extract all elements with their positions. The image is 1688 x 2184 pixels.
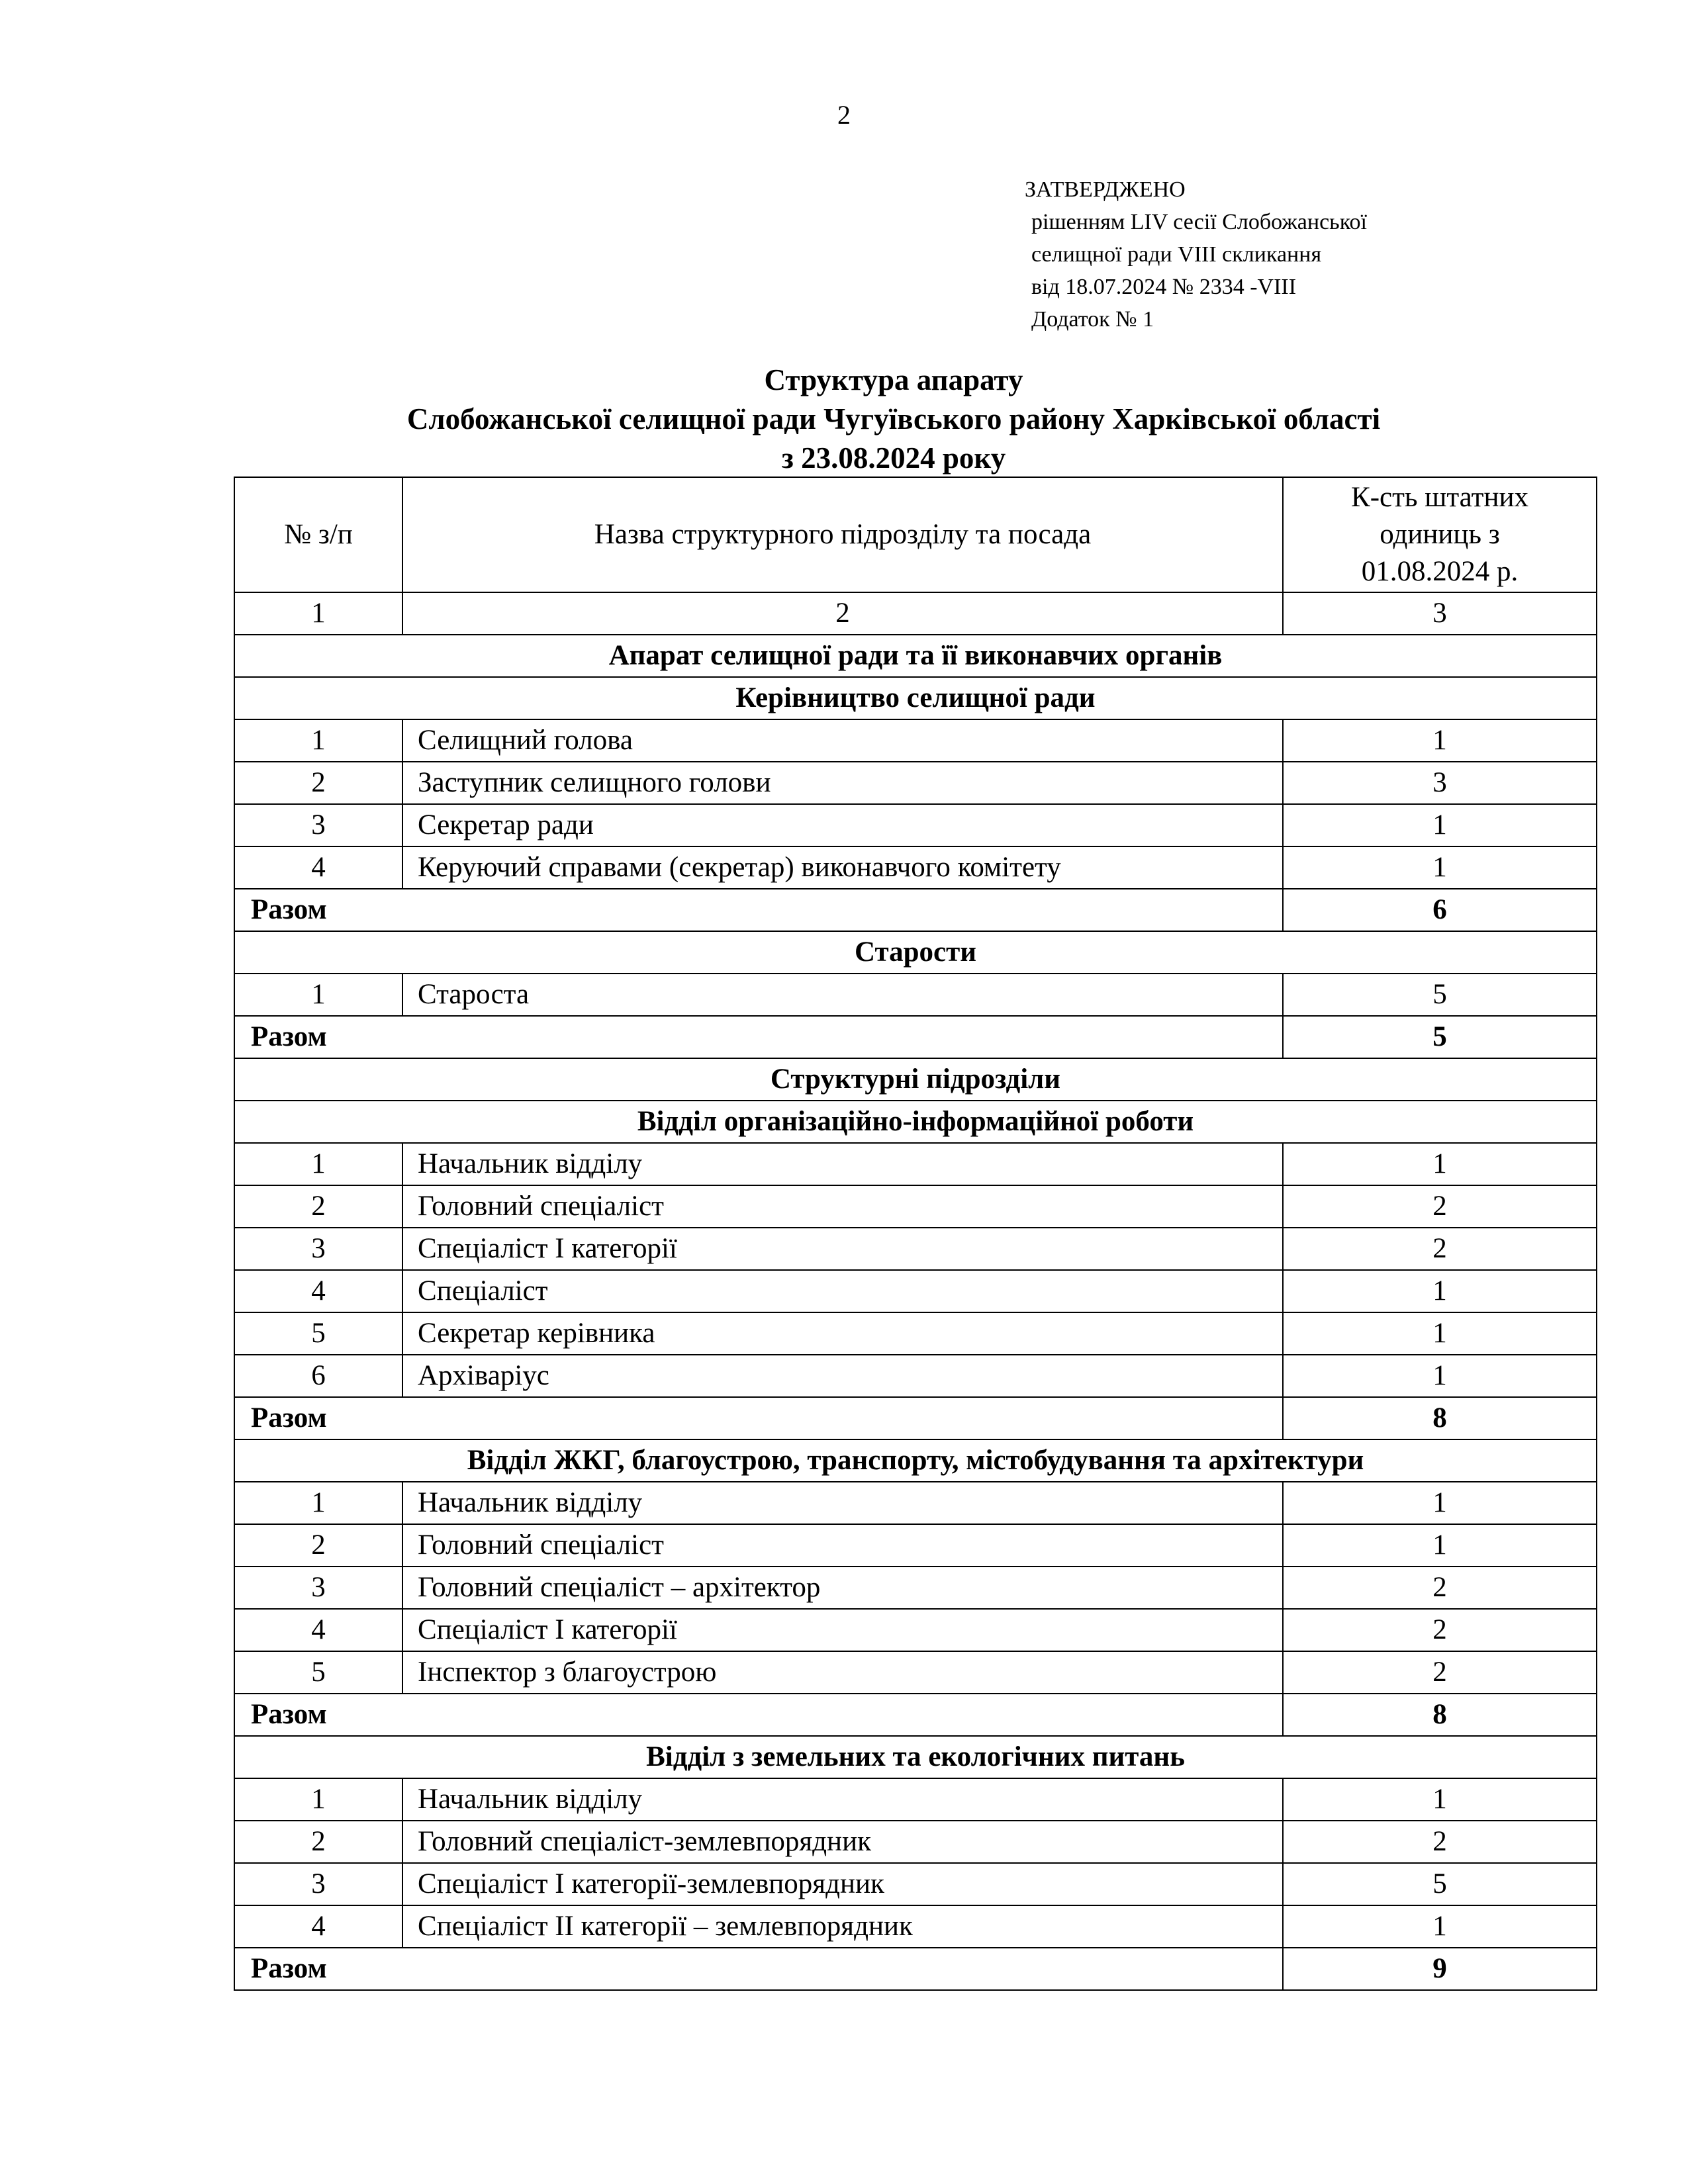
staff-count: 1 xyxy=(1283,1482,1597,1524)
title-line-1: Структура апарату xyxy=(764,363,1023,396)
table-row xyxy=(234,1651,1597,1694)
document-title xyxy=(0,361,1688,478)
total-label: Разом xyxy=(234,889,1283,931)
position-name: Спеціаліст І категорії xyxy=(402,1228,1283,1270)
position-name: Інспектор з благоустрою xyxy=(402,1651,1283,1694)
staff-count: 2 xyxy=(1283,1821,1597,1863)
staff-count: 2 xyxy=(1283,1651,1597,1694)
row-number: 5 xyxy=(234,1651,402,1694)
approval-date-number: від 18.07.2024 № 2334 -VIII xyxy=(1031,275,1297,299)
row-number: 3 xyxy=(234,804,402,846)
approval-decision: рішенням LIV сесії Слобожанської xyxy=(1031,210,1367,234)
position-name: Головний спеціаліст-землевпорядник xyxy=(402,1821,1283,1863)
row-number: 1 xyxy=(234,719,402,762)
table-row xyxy=(234,1185,1597,1228)
staff-count: 1 xyxy=(1283,1143,1597,1185)
section-header-row xyxy=(234,1101,1597,1143)
header-num: № з/п xyxy=(234,477,402,592)
column-number: 3 xyxy=(1283,592,1597,635)
position-name: Головний спеціаліст xyxy=(402,1524,1283,1567)
header-count-line-2: одиниць з xyxy=(1380,519,1500,550)
row-number: 3 xyxy=(234,1228,402,1270)
row-number: 2 xyxy=(234,762,402,804)
row-number: 1 xyxy=(234,1143,402,1185)
staff-count: 2 xyxy=(1283,1609,1597,1651)
staff-structure-table xyxy=(234,477,1597,1991)
position-name: Селищний голова xyxy=(402,719,1283,762)
header-count-line-1: К-сть штатних xyxy=(1351,482,1528,513)
position-name: Головний спеціаліст xyxy=(402,1185,1283,1228)
total-label: Разом xyxy=(234,1397,1283,1439)
total-row xyxy=(234,1948,1597,1990)
section-header-row xyxy=(234,1736,1597,1778)
row-number: 4 xyxy=(234,1609,402,1651)
position-name: Начальник відділу xyxy=(402,1482,1283,1524)
table-row xyxy=(234,1355,1597,1397)
staff-count: 1 xyxy=(1283,1905,1597,1948)
row-number: 2 xyxy=(234,1185,402,1228)
total-row xyxy=(234,1397,1597,1439)
staff-count: 1 xyxy=(1283,1270,1597,1312)
section-title: Відділ організаційно-інформаційної роботи xyxy=(234,1101,1597,1143)
position-name: Спеціаліст xyxy=(402,1270,1283,1312)
position-name: Головний спеціаліст – архітектор xyxy=(402,1567,1283,1609)
position-name: Спеціаліст ІІ категорії – землевпорядник xyxy=(402,1905,1283,1948)
staff-count: 1 xyxy=(1283,1778,1597,1821)
section-header-row xyxy=(234,1058,1597,1101)
approval-stamp xyxy=(1025,173,1367,336)
row-number: 3 xyxy=(234,1863,402,1905)
header-count-line-3: 01.08.2024 р. xyxy=(1361,556,1519,587)
row-number: 4 xyxy=(234,1270,402,1312)
staff-count: 2 xyxy=(1283,1185,1597,1228)
position-name: Спеціаліст І категорії xyxy=(402,1609,1283,1651)
position-name: Заступник селищного голови xyxy=(402,762,1283,804)
staff-count: 2 xyxy=(1283,1567,1597,1609)
position-name: Секретар керівника xyxy=(402,1312,1283,1355)
staff-count: 5 xyxy=(1283,974,1597,1016)
table-row xyxy=(234,1143,1597,1185)
approval-heading: ЗАТВЕРДЖЕНО xyxy=(1025,177,1186,202)
position-name: Керуючий справами (секретар) виконавчого комітету xyxy=(402,846,1283,889)
total-row xyxy=(234,1694,1597,1736)
table-row xyxy=(234,1821,1597,1863)
total-label: Разом xyxy=(234,1948,1283,1990)
title-line-2: Слобожанської селищної ради Чугуївського району Харківської області xyxy=(406,402,1381,435)
table-row xyxy=(234,1609,1597,1651)
table-row xyxy=(234,1270,1597,1312)
total-row xyxy=(234,1016,1597,1058)
row-number: 2 xyxy=(234,1524,402,1567)
staff-count: 1 xyxy=(1283,846,1597,889)
row-number: 6 xyxy=(234,1355,402,1397)
position-name: Архіваріус xyxy=(402,1355,1283,1397)
table-row xyxy=(234,1778,1597,1821)
row-number: 4 xyxy=(234,1905,402,1948)
table-row xyxy=(234,846,1597,889)
column-number-row xyxy=(234,592,1597,635)
staff-count: 1 xyxy=(1283,1524,1597,1567)
staff-count: 1 xyxy=(1283,804,1597,846)
table-row xyxy=(234,1567,1597,1609)
column-number: 1 xyxy=(234,592,402,635)
staff-count: 5 xyxy=(1283,1863,1597,1905)
table-row xyxy=(234,1905,1597,1948)
total-count: 9 xyxy=(1283,1948,1597,1990)
total-count: 5 xyxy=(1283,1016,1597,1058)
position-name: Начальник відділу xyxy=(402,1778,1283,1821)
staff-count: 1 xyxy=(1283,1312,1597,1355)
position-name: Начальник відділу xyxy=(402,1143,1283,1185)
title-line-3: з 23.08.2024 року xyxy=(781,441,1006,475)
table-header-row xyxy=(234,477,1597,592)
row-number: 4 xyxy=(234,846,402,889)
section-title: Апарат селищної ради та її виконавчих органів xyxy=(234,635,1597,677)
section-title: Відділ з земельних та екологічних питань xyxy=(234,1736,1597,1778)
section-title: Структурні підрозділи xyxy=(234,1058,1597,1101)
total-count: 8 xyxy=(1283,1694,1597,1736)
total-label: Разом xyxy=(234,1016,1283,1058)
header-count xyxy=(1283,477,1597,592)
table-row xyxy=(234,1228,1597,1270)
section-header-row xyxy=(234,677,1597,719)
table-row xyxy=(234,762,1597,804)
position-name: Секретар ради xyxy=(402,804,1283,846)
total-label: Разом xyxy=(234,1694,1283,1736)
total-count: 8 xyxy=(1283,1397,1597,1439)
approval-appendix: Додаток № 1 xyxy=(1031,307,1154,332)
table-row xyxy=(234,1482,1597,1524)
table-row xyxy=(234,1312,1597,1355)
header-name: Назва структурного підрозділу та посада xyxy=(402,477,1283,592)
table-row xyxy=(234,804,1597,846)
table-row xyxy=(234,1524,1597,1567)
row-number: 5 xyxy=(234,1312,402,1355)
total-count: 6 xyxy=(1283,889,1597,931)
row-number: 1 xyxy=(234,974,402,1016)
row-number: 2 xyxy=(234,1821,402,1863)
section-header-row xyxy=(234,931,1597,974)
row-number: 3 xyxy=(234,1567,402,1609)
position-name: Спеціаліст І категорії-землевпорядник xyxy=(402,1863,1283,1905)
section-title: Керівництво селищної ради xyxy=(234,677,1597,719)
section-header-row xyxy=(234,635,1597,677)
section-title: Старости xyxy=(234,931,1597,974)
section-header-row xyxy=(234,1439,1597,1482)
table-row xyxy=(234,1863,1597,1905)
total-row xyxy=(234,889,1597,931)
page-number: 2 xyxy=(837,100,851,130)
staff-count: 1 xyxy=(1283,1355,1597,1397)
staff-count: 2 xyxy=(1283,1228,1597,1270)
position-name: Староста xyxy=(402,974,1283,1016)
section-title: Відділ ЖКГ, благоустрою, транспорту, містобудування та архітектури xyxy=(234,1439,1597,1482)
staff-count: 3 xyxy=(1283,762,1597,804)
table-row xyxy=(234,974,1597,1016)
row-number: 1 xyxy=(234,1482,402,1524)
staff-count: 1 xyxy=(1283,719,1597,762)
table-row xyxy=(234,719,1597,762)
approval-council: селищної ради VIII скликання xyxy=(1031,242,1322,267)
row-number: 1 xyxy=(234,1778,402,1821)
column-number: 2 xyxy=(402,592,1283,635)
